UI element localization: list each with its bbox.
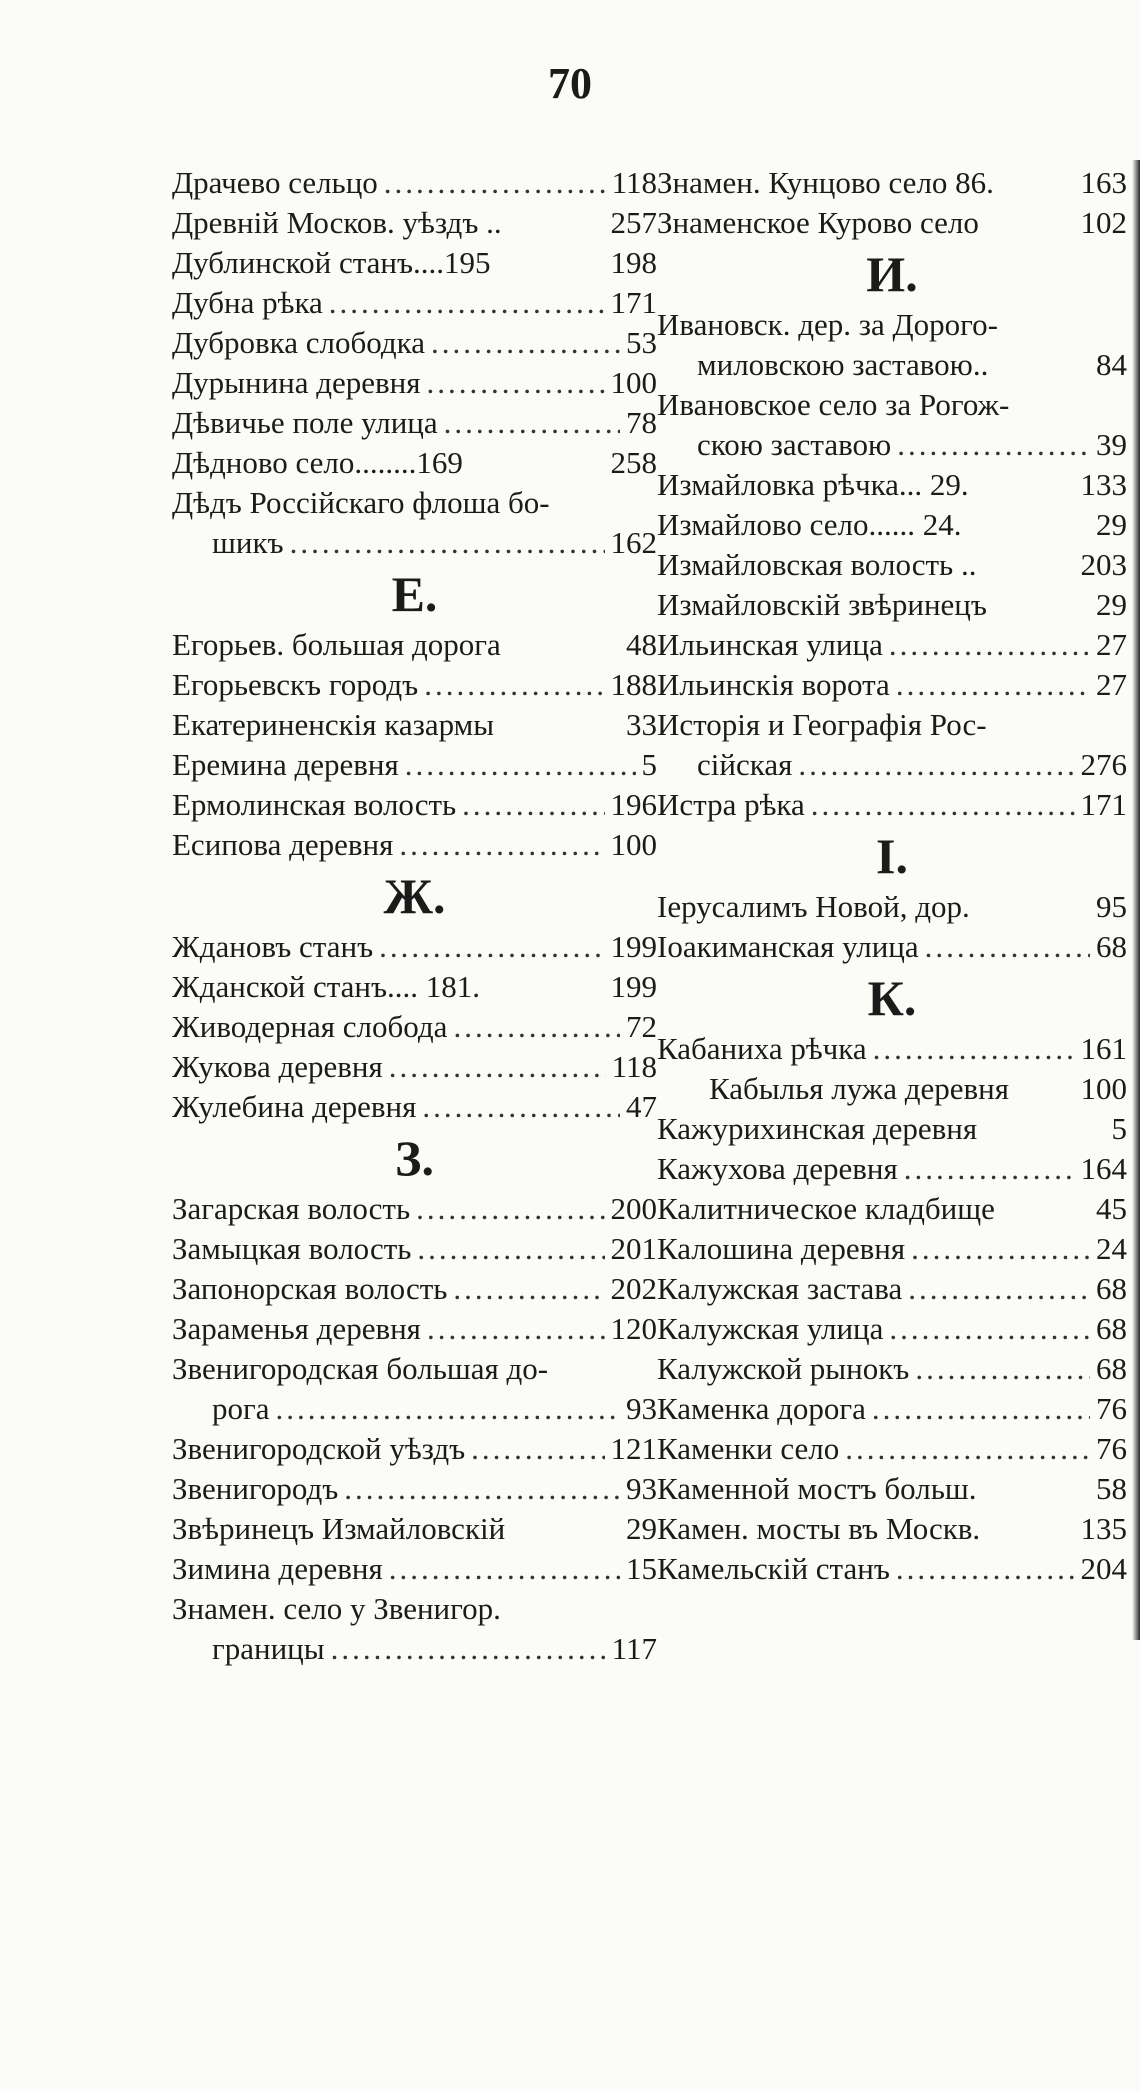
index-entry <box>657 1349 1127 1389</box>
index-entry <box>172 483 657 523</box>
entry-name: Исторія и Географія Рос- <box>657 707 987 742</box>
entry-name: Зимина деревня <box>172 1551 383 1586</box>
index-entry <box>657 1109 1127 1149</box>
index-entry <box>657 705 1127 745</box>
entry-name: Калужской рынокъ <box>657 1351 910 1386</box>
leader-dots <box>904 1149 1075 1189</box>
page-reference: 84 <box>1096 347 1127 382</box>
leader-dots <box>453 1007 620 1047</box>
entry-name: Дубна рѣка <box>172 285 323 320</box>
entry-name: Звенигородъ <box>172 1471 339 1506</box>
page-reference: 201 <box>610 1231 657 1266</box>
entry-name: Истра рѣка <box>657 787 805 822</box>
entry-name: Ильинскія ворота <box>657 667 890 702</box>
leader-dots <box>896 665 1090 705</box>
entry-name: Звенигородская большая до- <box>172 1351 549 1386</box>
page-reference: 117 <box>611 1631 657 1666</box>
entry-name: Дубровка слободка <box>172 325 425 360</box>
index-entry <box>657 1549 1127 1589</box>
entry-name: Калитническое кладбище <box>657 1191 995 1226</box>
index-entry <box>657 1229 1127 1269</box>
page-reference: 45 <box>1096 1191 1127 1226</box>
page-reference: 121 <box>610 1431 657 1466</box>
index-entry <box>172 1229 657 1269</box>
entry-name: Ильинская улица <box>657 627 883 662</box>
page-reference: 162 <box>610 525 657 560</box>
page-reference: 27 <box>1096 627 1127 662</box>
entry-name: Калошина деревня <box>657 1231 906 1266</box>
leader-dots <box>896 1549 1075 1589</box>
leader-dots <box>811 785 1075 825</box>
entry-name: Ивановск. дер. за Дорого- <box>657 307 998 342</box>
page-reference: 257 <box>610 205 657 240</box>
section-letter-heading: З. <box>395 1130 434 1186</box>
index-entry <box>657 163 1127 203</box>
index-entry <box>172 1087 657 1127</box>
leader-dots <box>431 323 620 363</box>
page-reference: 199 <box>610 969 657 1004</box>
leader-dots <box>845 1429 1090 1469</box>
index-entry <box>657 785 1127 825</box>
leader-dots <box>873 1029 1075 1069</box>
index-entry <box>657 1069 1127 1109</box>
page-reference: 164 <box>1080 1151 1127 1186</box>
index-entry <box>657 1149 1127 1189</box>
entry-name: Екатериненскія казармы <box>172 707 495 742</box>
entry-name: Камен. мосты въ Москв. <box>657 1511 981 1546</box>
entry-name: Кабылья лужа деревня <box>709 1071 1010 1106</box>
section-letter-heading: Ж. <box>383 868 446 924</box>
leader-dots <box>462 785 604 825</box>
leader-dots <box>453 1269 604 1309</box>
index-entry <box>657 887 1127 927</box>
entry-name: Ивановское село за Рогож- <box>657 387 1010 422</box>
leader-dots <box>424 665 604 705</box>
entry-name: Знамен. Кунцово село 86. <box>657 165 994 200</box>
index-entry <box>657 1509 1127 1549</box>
leader-dots <box>471 1429 604 1469</box>
entry-name: Есипова деревня <box>172 827 394 862</box>
index-entry <box>657 1389 1127 1429</box>
leader-dots <box>897 425 1090 465</box>
entry-name: Калужская улица <box>657 1311 884 1346</box>
index-entry <box>172 967 657 1007</box>
page-reference: 163 <box>1080 165 1127 200</box>
index-entry <box>172 1469 657 1509</box>
entry-name: Древній Москов. уѣздъ .. <box>172 205 502 240</box>
page-reference: 188 <box>610 667 657 702</box>
index-entry <box>657 203 1127 243</box>
page-reference: 72 <box>626 1009 657 1044</box>
index-entry <box>657 1309 1127 1349</box>
index-entry <box>172 745 657 785</box>
index-entry <box>657 625 1127 665</box>
leader-dots <box>422 1087 620 1127</box>
leader-dots <box>405 745 636 785</box>
entry-name: Знамен. село у Звенигор. <box>172 1591 501 1626</box>
entry-name: Жулебина деревня <box>172 1089 417 1124</box>
index-entry <box>657 927 1127 967</box>
entry-name: Жукова деревня <box>172 1049 383 1084</box>
index-entry <box>657 1469 1127 1509</box>
page-reference: 100 <box>610 365 657 400</box>
index-entry <box>172 1549 657 1589</box>
page-reference: 95 <box>1096 889 1127 924</box>
page-reference: 171 <box>1080 787 1127 822</box>
index-entry <box>657 505 1127 545</box>
entry-name: Драчево сельцо <box>172 165 378 200</box>
leader-dots <box>798 745 1074 785</box>
page-reference: 33 <box>626 707 657 742</box>
page-edge-shadow <box>1132 160 1140 1640</box>
page-reference: 120 <box>610 1311 657 1346</box>
entry-name: Измайловка рѣчка... 29. <box>657 467 969 502</box>
entry-name: Дѣдново село........169 <box>172 445 463 480</box>
page-reference: 199 <box>610 929 657 964</box>
page-reference: 68 <box>1096 1351 1127 1386</box>
page-reference: 48 <box>626 627 657 662</box>
index-entry <box>172 1189 657 1229</box>
index-entry <box>657 545 1127 585</box>
page-reference: 276 <box>1080 747 1127 782</box>
entry-name: Каменной мостъ больш. <box>657 1471 977 1506</box>
entry-name: Кажурихинская деревня <box>657 1111 978 1146</box>
index-entry <box>172 283 657 323</box>
page-reference: 93 <box>626 1391 657 1426</box>
entry-name: Звѣринецъ Измайловскій <box>172 1511 506 1546</box>
index-entry <box>657 1269 1127 1309</box>
index-entry <box>657 305 1127 345</box>
page-reference: 53 <box>626 325 657 360</box>
page-reference: 29 <box>1096 587 1127 622</box>
index-entry <box>172 927 657 967</box>
page-reference: 27 <box>1096 667 1127 702</box>
index-entry <box>657 1189 1127 1229</box>
entry-name: Дѣвичье поле улица <box>172 405 438 440</box>
page-reference: 39 <box>1096 427 1127 462</box>
entry-name: Ждановъ станъ <box>172 929 374 964</box>
leader-dots <box>427 363 605 403</box>
index-entry <box>172 523 657 563</box>
entry-name: Живодерная слобода <box>172 1009 448 1044</box>
leader-dots <box>389 1549 620 1589</box>
leader-dots <box>911 1229 1090 1269</box>
leader-dots <box>389 1047 606 1087</box>
leader-dots <box>379 927 604 967</box>
entry-name: Каменка дорога <box>657 1391 866 1426</box>
page-reference: 76 <box>1096 1431 1127 1466</box>
index-entry <box>172 323 657 363</box>
entry-name: Кабаниха рѣчка <box>657 1031 867 1066</box>
page-reference: 68 <box>1096 929 1127 964</box>
entry-name: Измайловская волость .. <box>657 547 977 582</box>
page-reference: 78 <box>626 405 657 440</box>
index-entry <box>172 625 657 665</box>
leader-dots <box>344 1469 620 1509</box>
entry-name: рога <box>212 1391 270 1426</box>
index-column-left <box>172 163 657 1669</box>
entry-name: Запонорская волость <box>172 1271 448 1306</box>
entry-name: сійская <box>697 747 793 782</box>
leader-dots <box>925 927 1090 967</box>
leader-dots <box>889 625 1090 665</box>
entry-name: Камельскій станъ <box>657 1551 890 1586</box>
entry-name: скою заставою <box>697 427 892 462</box>
entry-name: Загарская волость <box>172 1191 411 1226</box>
index-entry <box>657 425 1127 465</box>
page-reference: 68 <box>1096 1311 1127 1346</box>
page-reference: 5 <box>641 747 657 782</box>
leader-dots <box>915 1349 1090 1389</box>
entry-name: Іоакиманская улица <box>657 929 919 964</box>
section-letter-heading: Е. <box>391 566 438 622</box>
page-reference: 47 <box>626 1089 657 1124</box>
index-entry <box>172 403 657 443</box>
entry-name: границы <box>212 1631 325 1666</box>
entry-name: Ермолинская волость <box>172 787 457 822</box>
page-reference: 100 <box>1080 1071 1127 1106</box>
page-reference: 68 <box>1096 1271 1127 1306</box>
leader-dots <box>275 1389 620 1429</box>
page-reference: 100 <box>610 827 657 862</box>
index-entry <box>172 443 657 483</box>
page-reference: 202 <box>610 1271 657 1306</box>
leader-dots <box>417 1229 604 1269</box>
index-entry <box>172 1349 657 1389</box>
leader-dots <box>908 1269 1090 1309</box>
page-reference: 24 <box>1096 1231 1127 1266</box>
page-reference: 258 <box>610 445 657 480</box>
page-number: 70 <box>548 59 592 108</box>
index-entry <box>172 243 657 283</box>
leader-dots <box>331 1629 606 1669</box>
page-reference: 204 <box>1080 1551 1127 1586</box>
index-entry <box>657 665 1127 705</box>
page-reference: 196 <box>610 787 657 822</box>
index-entry <box>172 1429 657 1469</box>
index-entry <box>172 785 657 825</box>
entry-name: Каменки село <box>657 1431 840 1466</box>
entry-name: Зараменья деревня <box>172 1311 421 1346</box>
index-entry <box>172 1589 657 1629</box>
entry-name: шикъ <box>212 525 284 560</box>
page-reference: 161 <box>1080 1031 1127 1066</box>
page-reference: 29 <box>626 1511 657 1546</box>
entry-name: Егорьев. большая дорога <box>172 627 501 662</box>
index-entry <box>657 345 1127 385</box>
entry-name: Дурынина деревня <box>172 365 421 400</box>
page-reference: 15 <box>626 1551 657 1586</box>
leader-dots <box>329 283 605 323</box>
index-entry <box>657 1429 1127 1469</box>
entry-name: Калужская застава <box>657 1271 903 1306</box>
page-reference: 5 <box>1111 1111 1127 1146</box>
entry-name: Замыцкая волость <box>172 1231 412 1266</box>
index-entry <box>172 1047 657 1087</box>
page-reference: 135 <box>1080 1511 1127 1546</box>
entry-name: Звенигородской уѣздъ <box>172 1431 466 1466</box>
entry-name: Жданской станъ.... 181. <box>172 969 481 1004</box>
entry-name: Егорьевскъ городъ <box>172 667 419 702</box>
page-reference: 29 <box>1096 507 1127 542</box>
index-entry <box>657 1029 1127 1069</box>
leader-dots <box>444 403 620 443</box>
entry-name: Кажухова деревня <box>657 1151 898 1186</box>
entry-name: Дублинской станъ....195 <box>172 245 491 280</box>
leader-dots <box>399 825 604 865</box>
page-reference: 203 <box>1080 547 1127 582</box>
index-entry <box>172 1309 657 1349</box>
entry-name: Еремина деревня <box>172 747 399 782</box>
leader-dots <box>889 1309 1090 1349</box>
leader-dots <box>427 1309 605 1349</box>
index-entry <box>172 705 657 745</box>
index-entry <box>172 665 657 705</box>
index-entry <box>172 1007 657 1047</box>
page-reference: 118 <box>611 1049 657 1084</box>
index-entry <box>172 1629 657 1669</box>
entry-name: миловскою заставою.. <box>697 347 989 382</box>
index-entry <box>657 465 1127 505</box>
page-reference: 133 <box>1080 467 1127 502</box>
entry-name: Іерусалимъ Новой, дор. <box>657 889 970 924</box>
index-entry <box>172 363 657 403</box>
index-entry <box>172 1509 657 1549</box>
index-entry <box>172 825 657 865</box>
index-entry <box>172 203 657 243</box>
leader-dots <box>872 1389 1090 1429</box>
index-column-right <box>657 163 1127 1589</box>
entry-name: Измайловскій звѣринецъ <box>657 587 987 622</box>
page-reference: 118 <box>611 165 657 200</box>
index-entry <box>657 585 1127 625</box>
entry-name: Знаменское Курово село <box>657 205 979 240</box>
index-entry <box>172 163 657 203</box>
leader-dots <box>290 523 605 563</box>
leader-dots <box>416 1189 604 1229</box>
section-letter-heading: К. <box>867 970 917 1026</box>
page-reference: 171 <box>610 285 657 320</box>
page-reference: 58 <box>1096 1471 1127 1506</box>
leader-dots <box>384 163 606 203</box>
page-reference: 102 <box>1080 205 1127 240</box>
page-reference: 198 <box>610 245 657 280</box>
section-letter-heading: И. <box>866 246 918 302</box>
section-letter-heading: І. <box>876 828 908 884</box>
index-entry <box>172 1389 657 1429</box>
entry-name: Измайлово село...... 24. <box>657 507 962 542</box>
page-reference: 200 <box>610 1191 657 1226</box>
index-entry <box>657 745 1127 785</box>
index-entry <box>172 1269 657 1309</box>
page-reference: 76 <box>1096 1391 1127 1426</box>
page-reference: 93 <box>626 1471 657 1506</box>
index-entry <box>657 385 1127 425</box>
entry-name: Дѣдъ Россійскаго флоша бо- <box>172 485 550 520</box>
